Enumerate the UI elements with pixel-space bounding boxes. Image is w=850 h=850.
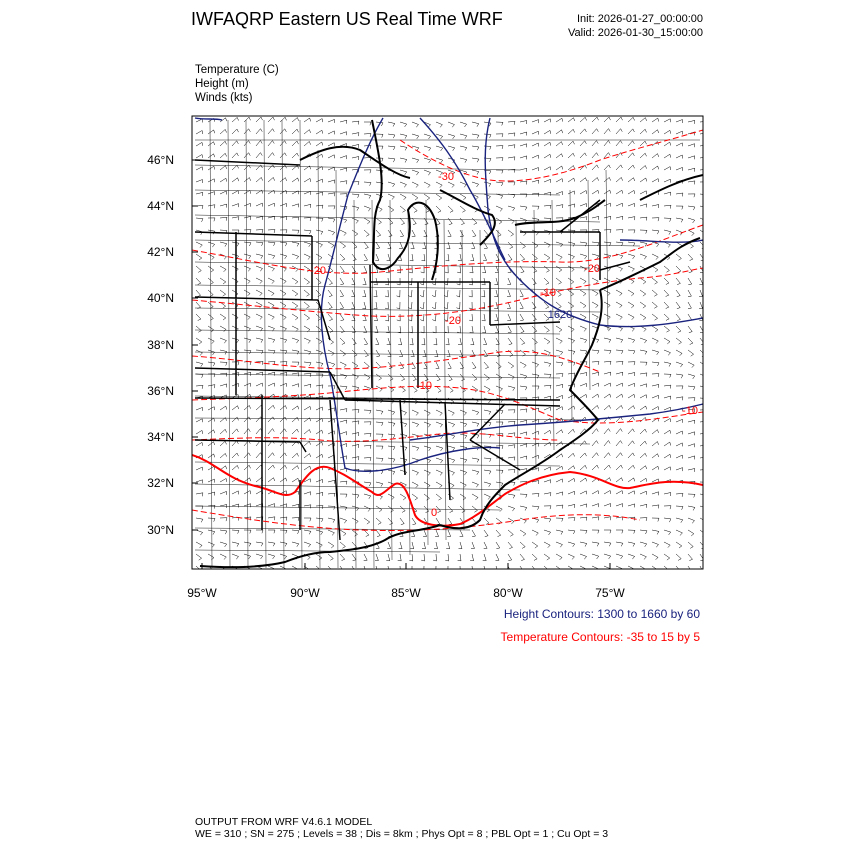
latitude-axis [147,153,198,537]
map-frame [192,116,703,569]
height-contour-label: 1620 [547,309,573,321]
model-footer-line1: OUTPUT FROM WRF V4.6.1 MODEL [195,816,373,828]
temperature-contour-label: -10 [682,405,698,417]
temperature-contour-label: -10 [540,287,556,299]
lat-tick-label: 42°N [147,245,174,259]
temperature-contour-label: -30 [438,171,454,183]
wind-barbs [196,117,707,573]
wind-barb-field [196,117,707,573]
variable-height: Height (m) [195,78,249,90]
model-footer-line2: WE = 310 ; SN = 275 ; Levels = 38 ; Dis = 8km ; Phys Opt = 8 ; PBL Opt = 1 ; Cu Opt = 3 [195,828,609,840]
temperature-contour-label: 0 [430,507,438,519]
init-time: Init: 2026-01-27_00:00:00 [577,13,703,25]
lat-tick-label: 32°N [147,476,174,490]
lat-tick-label: 30°N [147,523,174,537]
lat-tick-label: 40°N [147,291,174,305]
temperature-contour-label: -20 [584,263,600,275]
lon-tick-label: 85°W [391,586,421,600]
lon-tick-label: 75°W [595,586,625,600]
coastlines [200,120,703,567]
lat-tick-label: 34°N [147,430,174,444]
temperature-contour-label: -10 [416,380,432,392]
lon-tick-label: 80°W [493,586,523,600]
lat-tick-label: 36°N [147,384,174,398]
height-contour-legend: Height Contours: 1300 to 1660 by 60 [503,607,700,621]
lat-tick-label: 46°N [147,153,174,167]
county-lines [195,120,700,568]
chart-title: IWFAQRP Eastern US Real Time WRF [191,9,503,29]
lon-tick-label: 95°W [187,586,217,600]
lon-tick-label: 90°W [290,586,320,600]
lat-tick-label: 38°N [147,338,174,352]
temperature-contours [192,130,703,531]
variable-winds: Winds (kts) [195,92,253,104]
valid-time: Valid: 2026-01-30_15:00:00 [568,27,703,39]
temperature-contour-legend: Temperature Contours: -35 to 15 by 5 [500,630,700,644]
lat-tick-label: 44°N [147,199,174,213]
variable-temperature: Temperature (C) [195,64,279,76]
temperature-contour-label: -20 [310,265,326,277]
temperature-contour-label: -20 [445,315,461,327]
